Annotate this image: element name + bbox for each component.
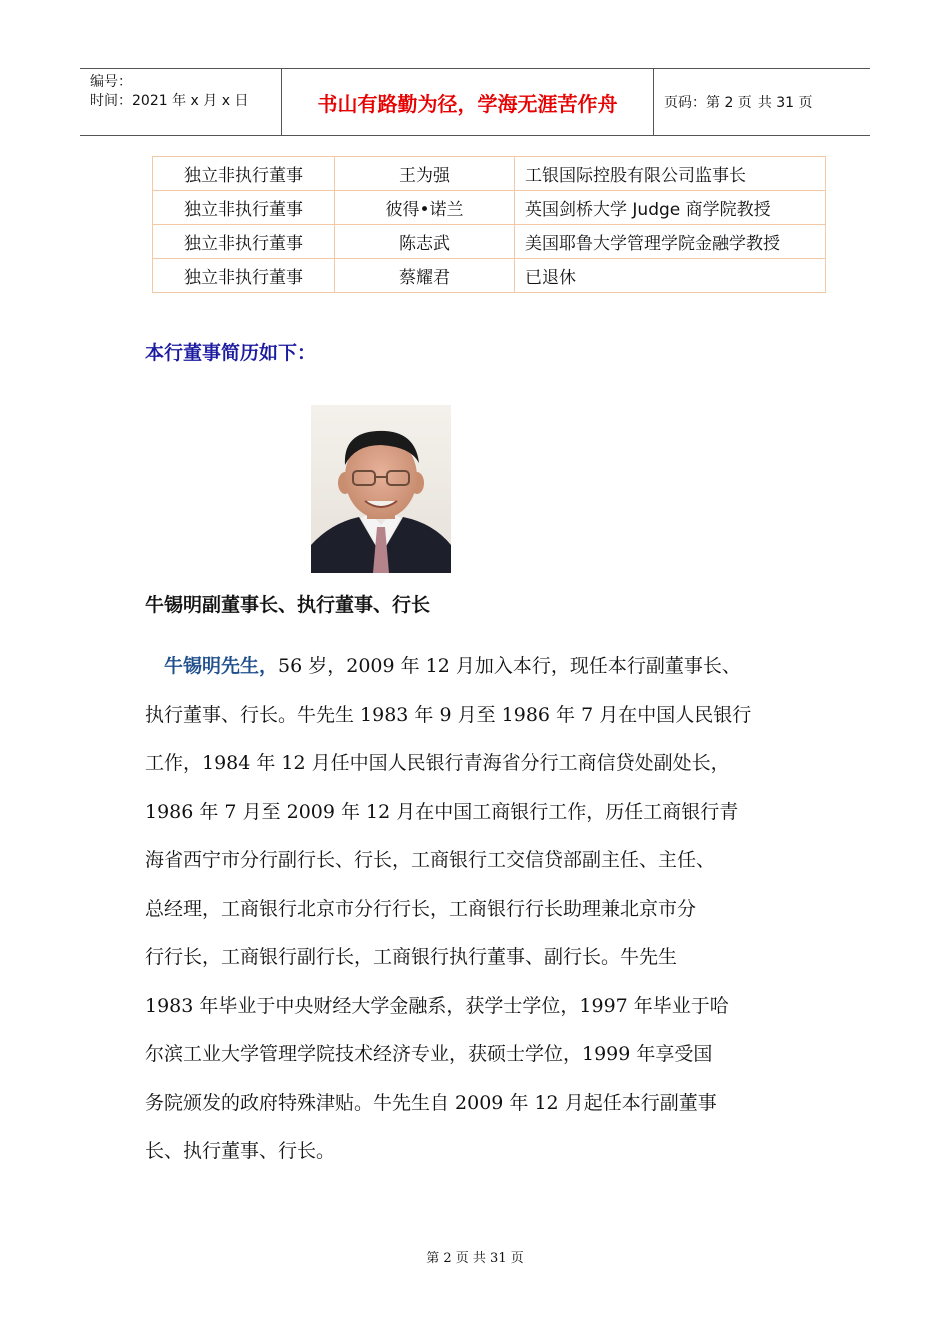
director-role: 独立非执行董事 xyxy=(153,191,335,225)
director-role: 独立非执行董事 xyxy=(153,259,335,293)
bio-text: 56 岁，2009 年 12 月加入本行，现任本行副董事长、 xyxy=(278,655,741,677)
director-position: 工银国际控股有限公司监事长 xyxy=(515,157,826,191)
director-biography xyxy=(145,642,835,1176)
director-title: 牛锡明副董事长、执行董事、行长 xyxy=(145,594,431,616)
bio-line: 总经理，工商银行北京市分行行长，工商银行行长助理兼北京市分 xyxy=(145,897,697,920)
director-role: 独立非执行董事 xyxy=(153,157,335,191)
portrait-photo xyxy=(311,405,451,573)
director-position: 美国耶鲁大学管理学院金融学教授 xyxy=(515,225,826,259)
bio-line: 执行董事、行长。牛先生 1983 年 9 月至 1986 年 7 月在中国人民银行 xyxy=(145,703,752,726)
director-name: 彼得•诺兰 xyxy=(335,191,515,225)
portrait-illustration xyxy=(311,405,451,573)
director-name: 王为强 xyxy=(335,157,515,191)
header-page-info xyxy=(654,69,870,135)
header-page-number: 页码：第 2 页 xyxy=(664,95,752,111)
bio-line: 1986 年 7 月至 2009 年 12 月在中国工商银行工作，历任工商银行青 xyxy=(145,800,739,823)
header-page-total: 共 31 页 xyxy=(757,95,813,111)
director-name: 陈志武 xyxy=(335,225,515,259)
page-footer: 第 2 页 共 31 页 xyxy=(426,1251,524,1266)
bio-line: 长、执行董事、行长。 xyxy=(145,1140,336,1162)
bio-line: 行行长，工商银行副行长，工商银行执行董事、副行长。牛先生 xyxy=(145,946,678,968)
document-date-label: 时间：2021 年 x 月 x 日 xyxy=(90,93,249,109)
table-row xyxy=(153,157,826,191)
directors-table xyxy=(152,156,826,293)
table-row xyxy=(153,191,826,225)
director-name: 蔡耀君 xyxy=(335,259,515,293)
document-number-label: 编号： xyxy=(90,74,132,90)
bio-line: 工作，1984 年 12 月任中国人民银行青海省分行工商信贷处副处长， xyxy=(145,752,730,774)
section-heading: 本行董事简历如下： xyxy=(145,342,317,364)
bio-line: 尔滨工业大学管理学院技术经济专业，获硕士学位，1999 年享受国 xyxy=(145,1043,713,1065)
bio-line: 海省西宁市分行副行长、行长，工商银行工交信贷部副主任、主任、 xyxy=(145,849,716,871)
bio-line: 1983 年毕业于中央财经大学金融系，获学士学位，1997 年毕业于哈 xyxy=(145,994,729,1017)
director-role: 独立非执行董事 xyxy=(153,225,335,259)
director-position: 英国剑桥大学 Judge 商学院教授 xyxy=(515,191,826,225)
bio-lead-name: 牛锡明先生， xyxy=(164,655,279,677)
header-meta xyxy=(80,69,282,135)
header-motto: 书山有路勤为径，学海无涯苦作舟 xyxy=(282,69,654,135)
table-row xyxy=(153,259,826,293)
director-position: 已退休 xyxy=(515,259,826,293)
bio-line: 务院颁发的政府特殊津贴。牛先生自 2009 年 12 月起任本行副董事 xyxy=(145,1091,717,1114)
table-row xyxy=(153,225,826,259)
bio-line xyxy=(145,642,835,691)
document-header xyxy=(80,68,870,136)
